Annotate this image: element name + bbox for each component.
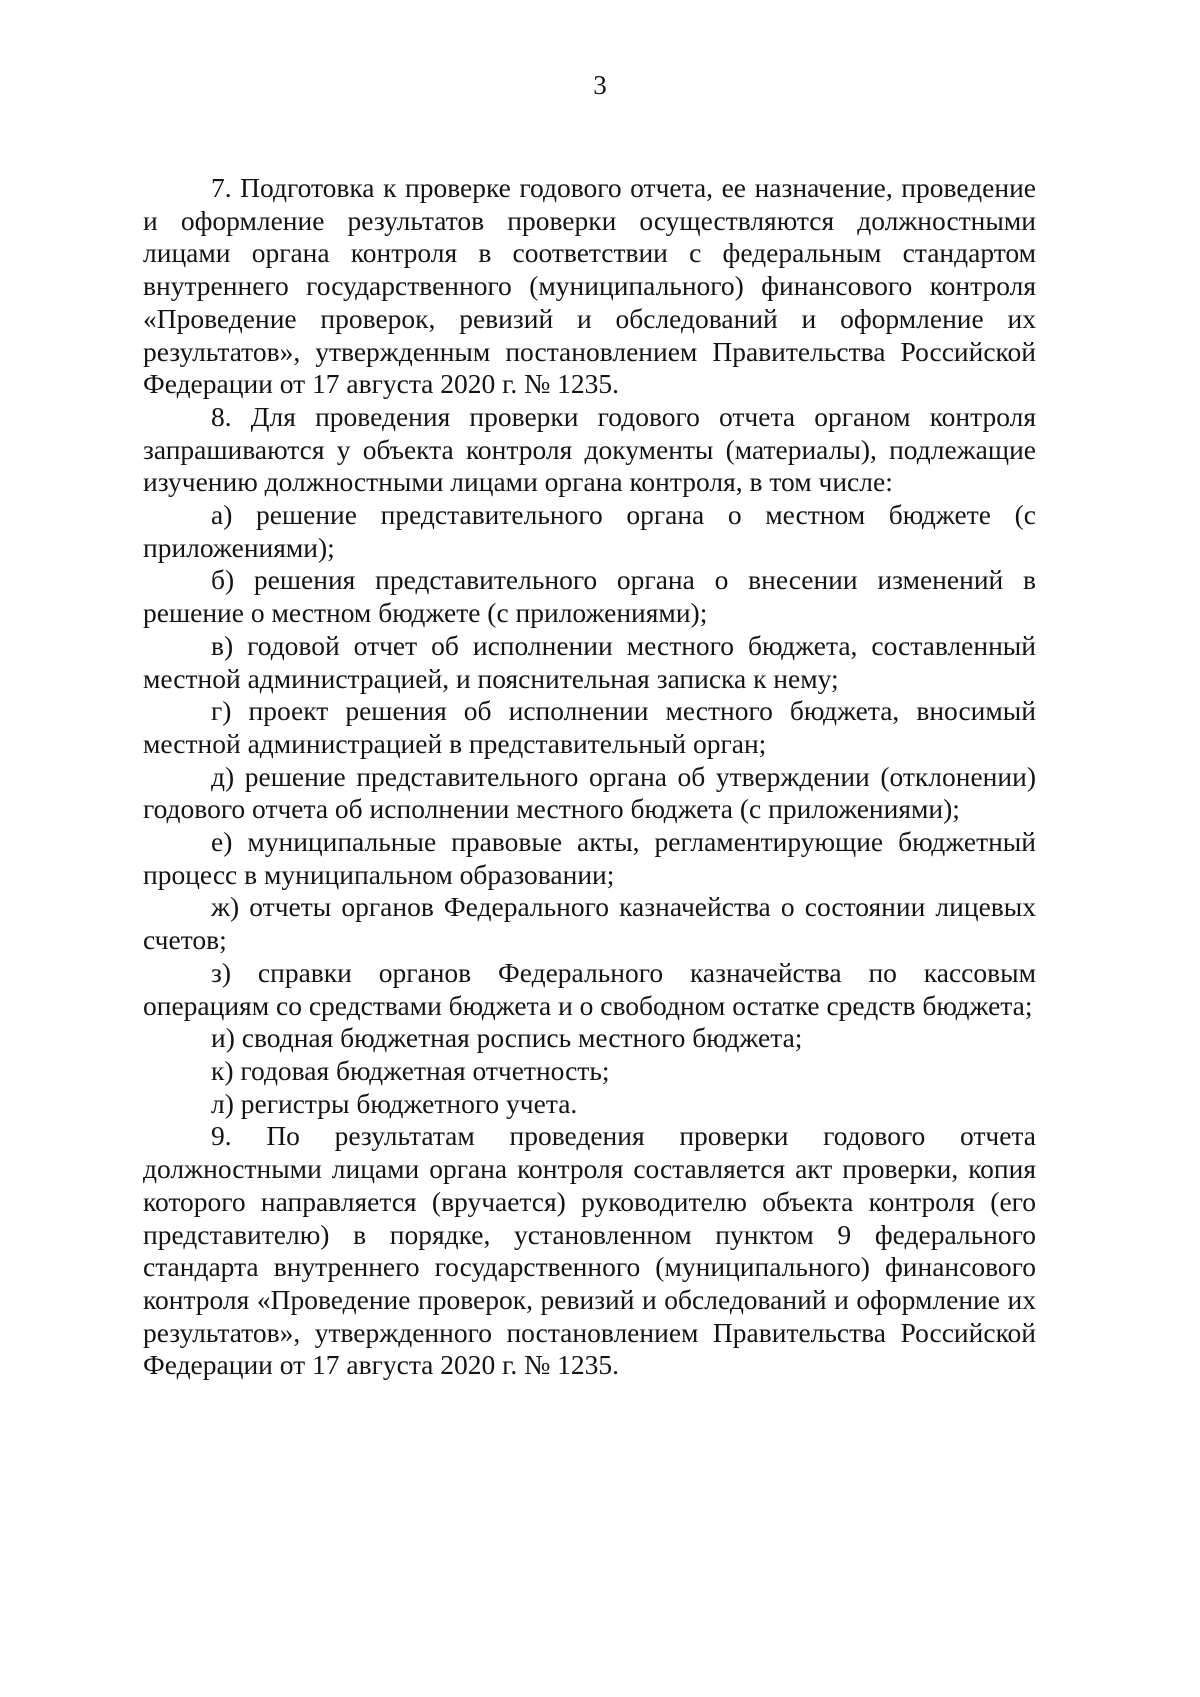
paragraph-8: 8. Для проведения проверки годового отчета органом контроля запрашиваются у объекта контроля документы (материалы), подлежащие изучению должностными лицами органа контроля, в том числе: (143, 400, 1036, 498)
list-item-a: а) решение представительного органа о местном бюджете (с приложениями); (143, 499, 1036, 563)
list-item-k: к) годовая бюджетная отчетность; (211, 1054, 610, 1086)
list-item-l: л) регистры бюджетного учета. (211, 1087, 578, 1119)
list-item-e: е) муниципальные правовые акты, регламентирующие бюджетный процесс в муниципальном образовании; (143, 826, 1036, 890)
page-number: 3 (593, 70, 607, 100)
list-item-i: и) сводная бюджетная роспись местного бюджета; (211, 1022, 803, 1054)
paragraph-7: 7. Подготовка к проверке годового отчета, ее назначение, проведение и оформление результатов проверки осуществляются должностными лицами органа контроля в соответствии с федеральным стандартом внутреннего государственного (муниципального) финансового контроля «Проведение проверок, ревизий и обследований и оформление их результатов», утвержденным постановлением Правительства Российской Федерации от 17 августа 2020 г. № 1235. (143, 172, 1036, 400)
list-item-v: в) годовой отчет об исполнении местного бюджета, составленный местной администрацией, и пояснительная записка к нему; (143, 629, 1036, 694)
paragraph-9: 9. По результатам проведения проверки годового отчета должностными лицами органа контроля составляется акт проверки, копия которого направляется (вручается) руководителю объекта контроля (его представителю) в порядке, установленном пунктом 9 федерального стандарта внутреннего государственного (муниципального) финансового контроля «Проведение проверок, ревизий и обследований и оформление их результатов», утвержденного постановлением Правительства Российской Федерации от 17 августа 2020 г. № 1235. (143, 1120, 1036, 1381)
list-item-b: б) решения представительного органа о внесении изменений в решение о местном бюджете (с приложениями); (143, 564, 1036, 629)
list-item-z: з) справки органов Федерального казначейства по кассовым операциям со средствами бюджета и о свободном остатке средств бюджета; (143, 956, 1036, 1021)
list-item-d: д) решение представительного органа об утверждении (отклонении) годового отчета об исполнении местного бюджета (с приложениями); (143, 760, 1036, 825)
list-item-zh: ж) отчеты органов Федерального казначейства о состоянии лицевых счетов; (143, 891, 1036, 956)
list-item-g: г) проект решения об исполнении местного бюджета, вносимый местной администрацией в представительный орган; (143, 695, 1036, 759)
document-body (143, 172, 1036, 1382)
